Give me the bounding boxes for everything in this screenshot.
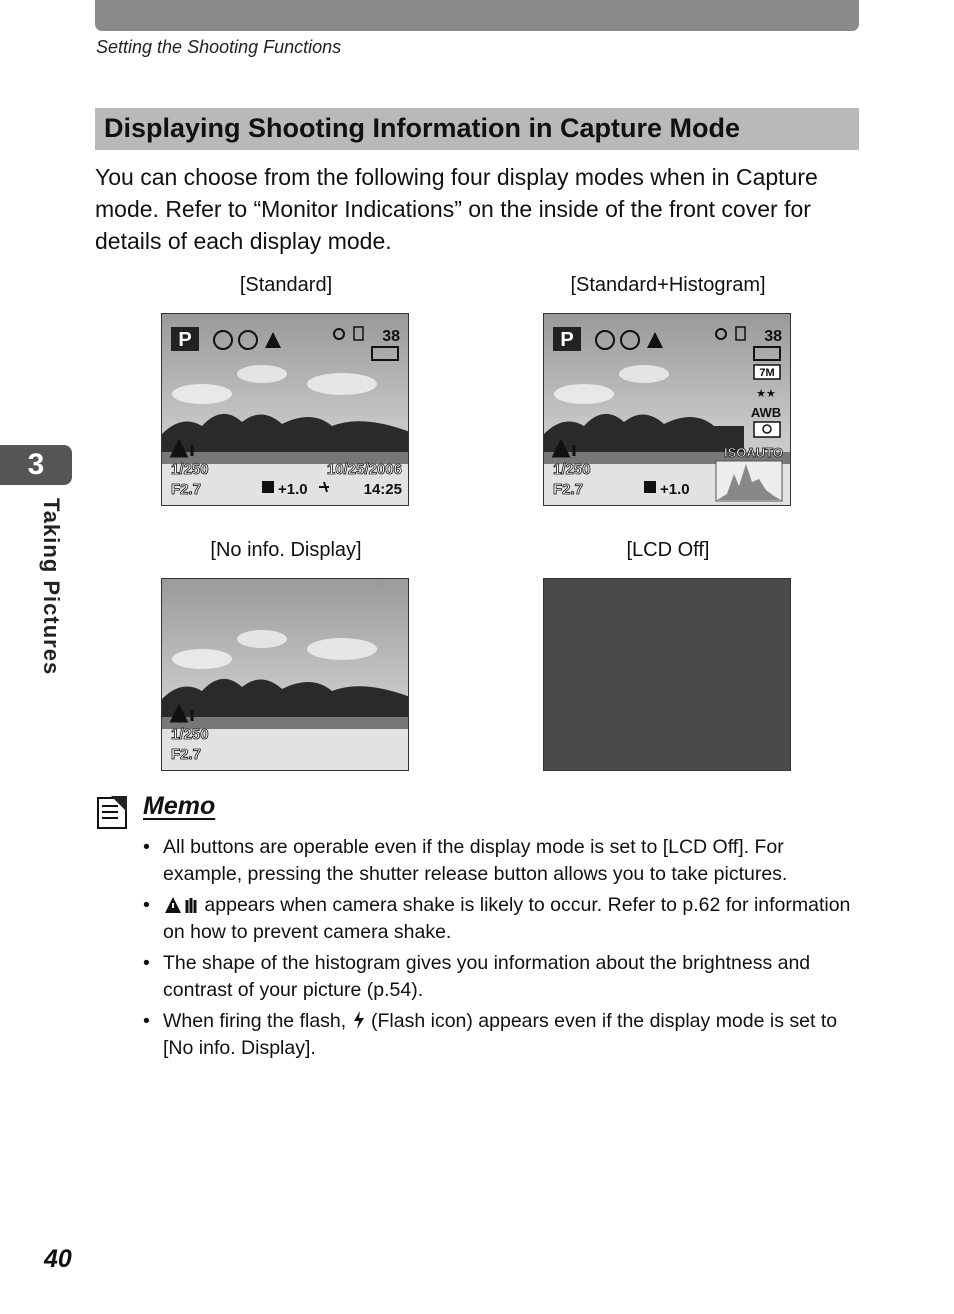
list-item: • appears when camera shake is likely to occur. Refer to p.62 for information on how to prevent camera shake. — [143, 894, 851, 943]
shutter-speed: 1/250 — [171, 726, 209, 743]
screen-standard — [161, 313, 409, 506]
quality: ★★ — [756, 387, 776, 400]
memo-text-before: When firing the flash, — [163, 1010, 352, 1032]
aperture: F2.7 — [553, 481, 584, 498]
chapter-label: Taking Pictures — [39, 498, 64, 676]
flash-icon — [352, 1010, 366, 1030]
ev-icon — [644, 481, 656, 493]
shots-remaining: 38 — [764, 328, 782, 345]
screen-noinfo — [161, 578, 409, 771]
mode-letter: P — [178, 329, 192, 351]
caption-lcdoff: [LCD Off] — [626, 539, 710, 561]
resolution: 7M — [759, 367, 775, 379]
shutter-speed: 1/250 — [553, 461, 591, 478]
date: 10/25/2006 — [326, 461, 402, 478]
memo-list — [140, 834, 860, 1066]
ev-icon — [262, 481, 274, 493]
memo-title: Memo — [143, 792, 216, 820]
white-balance: AWB — [750, 405, 782, 420]
time: 14:25 — [363, 481, 402, 498]
mode-letter: P — [560, 329, 574, 351]
memo-text-after: (Flash icon) appears even if the display mode is set to [No info. Display]. — [163, 1010, 838, 1059]
caption-noinfo: [No info. Display] — [210, 539, 362, 561]
header-bar — [95, 0, 859, 31]
caption-standard: [Standard] — [239, 274, 333, 296]
page-number: 40 — [44, 1245, 72, 1273]
list-item: • All buttons are operable even if the display mode is set to [LCD Off]. For example, pressing the shutter release button allows you to take pictures. — [143, 836, 788, 885]
list-item: • The shape of the histogram gives you information about the brightness and contrast of your picture (p.54). — [143, 952, 811, 1001]
beach-photo — [544, 314, 791, 506]
ev-value: +1.0 — [660, 481, 690, 498]
caption-histogram: [Standard+Histogram] — [570, 274, 766, 296]
shutter-speed: 1/250 — [171, 461, 209, 478]
memo-text: The shape of the histogram gives you information about the brightness and contrast of your picture (p.54). — [163, 952, 811, 1001]
chapter-number: 3 — [27, 448, 45, 481]
memo-text: appears when camera shake is likely to occur. Refer to p.62 for information on how to prevent camera shake. — [163, 894, 851, 943]
beach-photo — [162, 579, 409, 771]
camera-shake-icon — [163, 894, 199, 914]
list-item: • When firing the flash, (Flash icon) appears even if the display mode is set to [No info. Display]. — [143, 1010, 838, 1059]
aperture: F2.7 — [171, 481, 202, 498]
screen-histogram — [543, 313, 791, 506]
ev-value: +1.0 — [278, 481, 308, 498]
iso: ISOAUTO — [724, 445, 783, 460]
beach-photo — [162, 314, 409, 506]
section-header: Setting the Shooting Functions — [96, 37, 342, 57]
shots-remaining: 38 — [382, 328, 400, 345]
intro-paragraph: You can choose from the following four display modes when in Capture mode. Refer to “Monitor Indications” on the inside of the front cover for details of each display mode. — [95, 164, 818, 254]
memo-icon — [97, 795, 129, 829]
page-title: Displaying Shooting Information in Capture Mode — [104, 113, 740, 143]
memo-text: All buttons are operable even if the display mode is set to [LCD Off]. For example, pressing the shutter release button allows you to take pictures. — [163, 836, 788, 885]
aperture: F2.7 — [171, 746, 202, 763]
screen-lcdoff — [543, 578, 791, 771]
